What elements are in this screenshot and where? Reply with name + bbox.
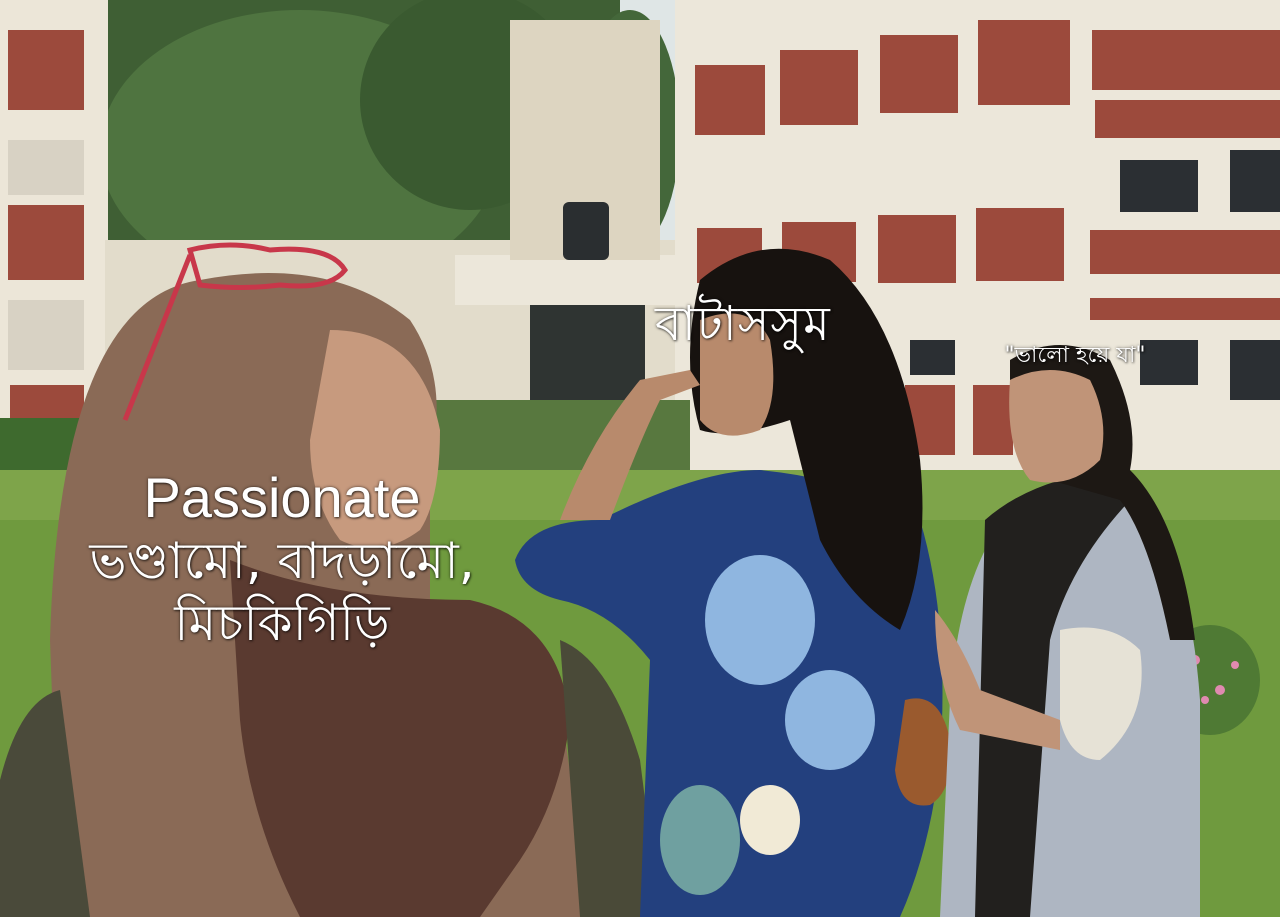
caption-left-block bbox=[22, 466, 542, 652]
caption-left-line2: ভণ্ডামো, বাদড়ামো, bbox=[89, 532, 475, 590]
caption-left-line3: মিচকিগিড়ি bbox=[174, 594, 390, 652]
caption-left-line1: Passionate bbox=[143, 466, 421, 529]
caption-center-name: বাটাসসুম bbox=[655, 296, 831, 352]
caption-right-quote: "ভালো হয়ে যা" bbox=[1004, 343, 1146, 368]
